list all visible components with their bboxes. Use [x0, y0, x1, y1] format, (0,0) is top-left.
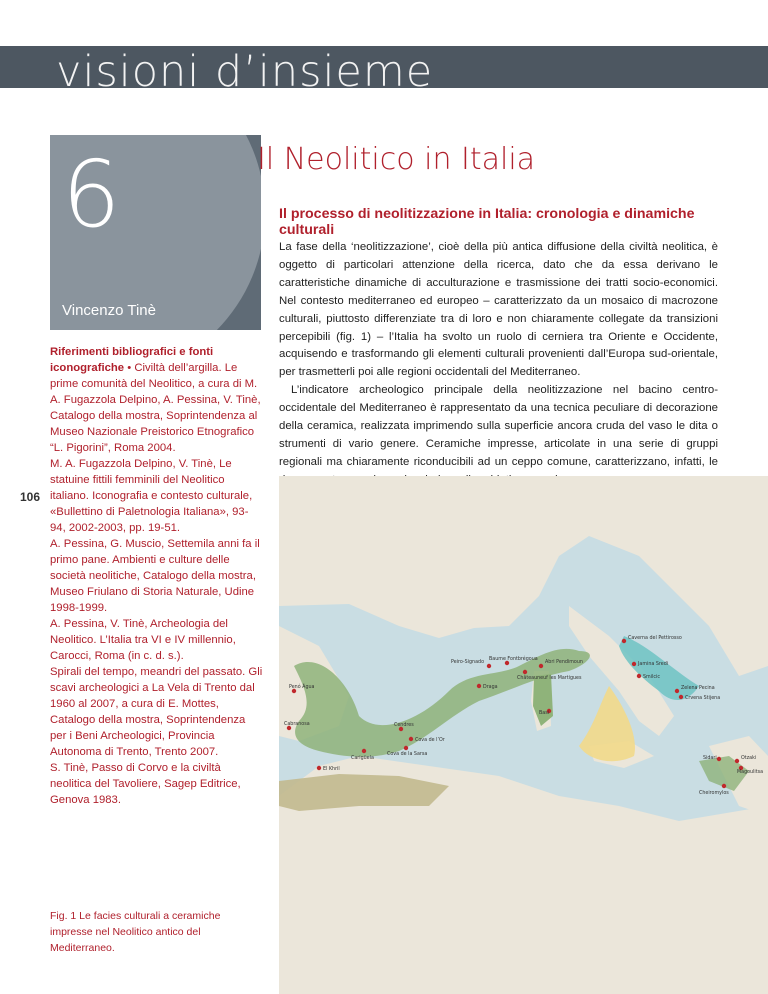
reference-entry: Spirali del tempo, meandri del passato. Gli scavi archeologici a La Vela di Trento dal 1960 al 2007, a cura di E. Mottes, Catalogo della mostra, Soprintendenza per i Beni Archeologici, Provincia Autonoma di Trento, Trento 2007. [50, 666, 263, 758]
site-label: Cova de la Sarsa [387, 752, 428, 757]
mediterranean-map [279, 476, 768, 994]
site-marker [722, 784, 726, 788]
article-title: Il Neolitico in Italia [257, 142, 536, 177]
site-marker [487, 664, 491, 668]
site-label: Smilcic [643, 675, 660, 680]
site-label: Crvena Stijena [685, 696, 721, 701]
site-label: Cendres [394, 723, 414, 728]
site-marker [523, 670, 527, 674]
site-marker [675, 689, 679, 693]
site-label: Abri Pendimoun [545, 660, 583, 665]
site-label: Baume Fontbrégoua [489, 657, 538, 662]
article-body [279, 239, 718, 490]
site-label: Otzaki [741, 756, 757, 761]
site-label: Magoulitsa [737, 770, 764, 775]
site-marker [679, 695, 683, 699]
site-label: Basi [539, 711, 550, 716]
references-heading: Riferimenti bibliografici e fonti iconografiche [50, 346, 214, 374]
site-label: Sidari [703, 756, 717, 761]
reference-entry: S. Tinè, Passo di Corvo e la civiltà neolitica del Tavoliere, Sagep Editrice, Genova 1983. [50, 762, 241, 806]
site-label: Caverna del Pettirosso [628, 636, 682, 641]
site-marker [409, 737, 413, 741]
chapter-number: 6 [62, 141, 121, 248]
reference-entry: A. Pessina, V. Tinè, Archeologia del Neolitico. L’Italia tra VI e IV millennio, Carocci, Roma (in c. d. s.). [50, 618, 236, 662]
site-label: El Khril [323, 767, 340, 772]
reference-entry: Riferimenti bibliografici e fonti iconografiche • Civiltà dell’argilla. Le prime comunità del Neolitico, a cura di M. A. Fugazzola Delpino, A. Pessina, V. Tinè, Catalogo della mostra, Soprintendenza al Museo Nazionale Preistorico Etnografico “L. Pigorini”, Roma 2004. [50, 346, 261, 454]
site-marker [735, 759, 739, 763]
site-marker [404, 746, 408, 750]
reference-entry: M. A. Fugazzola Delpino, V. Tinè, Le statuine fittili femminili del Neolitico italiano. Iconografia e contesto culturale, «Bullettino di Paletnologia Italiana», 93-94, 2002-2003, pp. 19-51. [50, 458, 253, 534]
site-label: Draga [483, 685, 498, 690]
references [50, 344, 264, 808]
body-paragraph: L’indicatore archeologico principale della neolitizzazione nel bacino centro-occidentale del Mediterraneo è rappresentato da una tecnica peculiare di decorazione della ceramica, realizzata imprimendo sulla superficie ancora cruda del vaso le dita o strumenti di vario genere. Ceramiche impresse, articolate in una serie di gruppi regionali ma chiaramente riconducibili ad un ceppo comune, caratterizzano, infatti, le [279, 384, 718, 468]
site-label: Peiro-Signado [451, 660, 485, 665]
series-banner [0, 46, 768, 88]
chapter-author: Vincenzo Tinè [62, 302, 156, 319]
site-marker [362, 749, 366, 753]
body-paragraph: La fase della ‘neolitizzazione’, cioè della più antica diffusione della civiltà neolitica, è oggetto di particolari attenzione della ricerca, dato che da essa derivano le caratteristiche dinamiche di acculturazione e trasmissione dei tratti socio-economici. Nel contesto mediterraneo ed europeo – caratterizzato da un mosaico di macrozone culturali, piuttosto differenziate tra di loro e non chiaramente collegate da transizioni percepibili (fig. 1) – l’Italia ha svolto un ruolo di cerniera tra Oriente e Occidente, acquisendo e trasformando gli elementi culturali provenienti dall’Europa sud-orientale, per trasmetterli poi alle regioni occidentali del Mediterraneo. [279, 241, 718, 379]
site-label: Penó Água [289, 685, 315, 690]
site-marker [632, 662, 636, 666]
chapter-box [50, 135, 261, 330]
site-label: Carigüela [351, 756, 374, 761]
site-label: Zelena Pecina [681, 686, 715, 691]
site-marker [317, 766, 321, 770]
site-label: Châteauneuf les Martigues [517, 676, 582, 681]
site-label: Cabranosa [284, 722, 310, 727]
page-number: 106 [20, 490, 41, 504]
site-marker [717, 757, 721, 761]
reference-entry: A. Pessina, G. Muscio, Settemila anni fa il primo pane. Ambienti e culture delle società neolitiche, Catalogo della mostra, Museo Friulano di Storia Naturale, Udine 1998-1999. [50, 538, 260, 614]
figure-caption: Fig. 1 Le facies culturali a ceramiche impresse nel Neolitico antico del Mediterraneo. [50, 910, 221, 954]
article-subtitle: Il processo di neolitizzazione in Italia: cronologia e dinamiche culturali [279, 206, 695, 238]
series-title: visioni d’insieme [56, 47, 434, 88]
map-svg [279, 476, 768, 994]
site-marker [477, 684, 481, 688]
site-label: Jamina Sredi [638, 662, 669, 667]
site-label: Cova de l’Or [415, 738, 445, 743]
site-marker [539, 664, 543, 668]
site-label: Cheiromylos [699, 791, 729, 796]
site-marker [622, 639, 626, 643]
site-marker [637, 674, 641, 678]
